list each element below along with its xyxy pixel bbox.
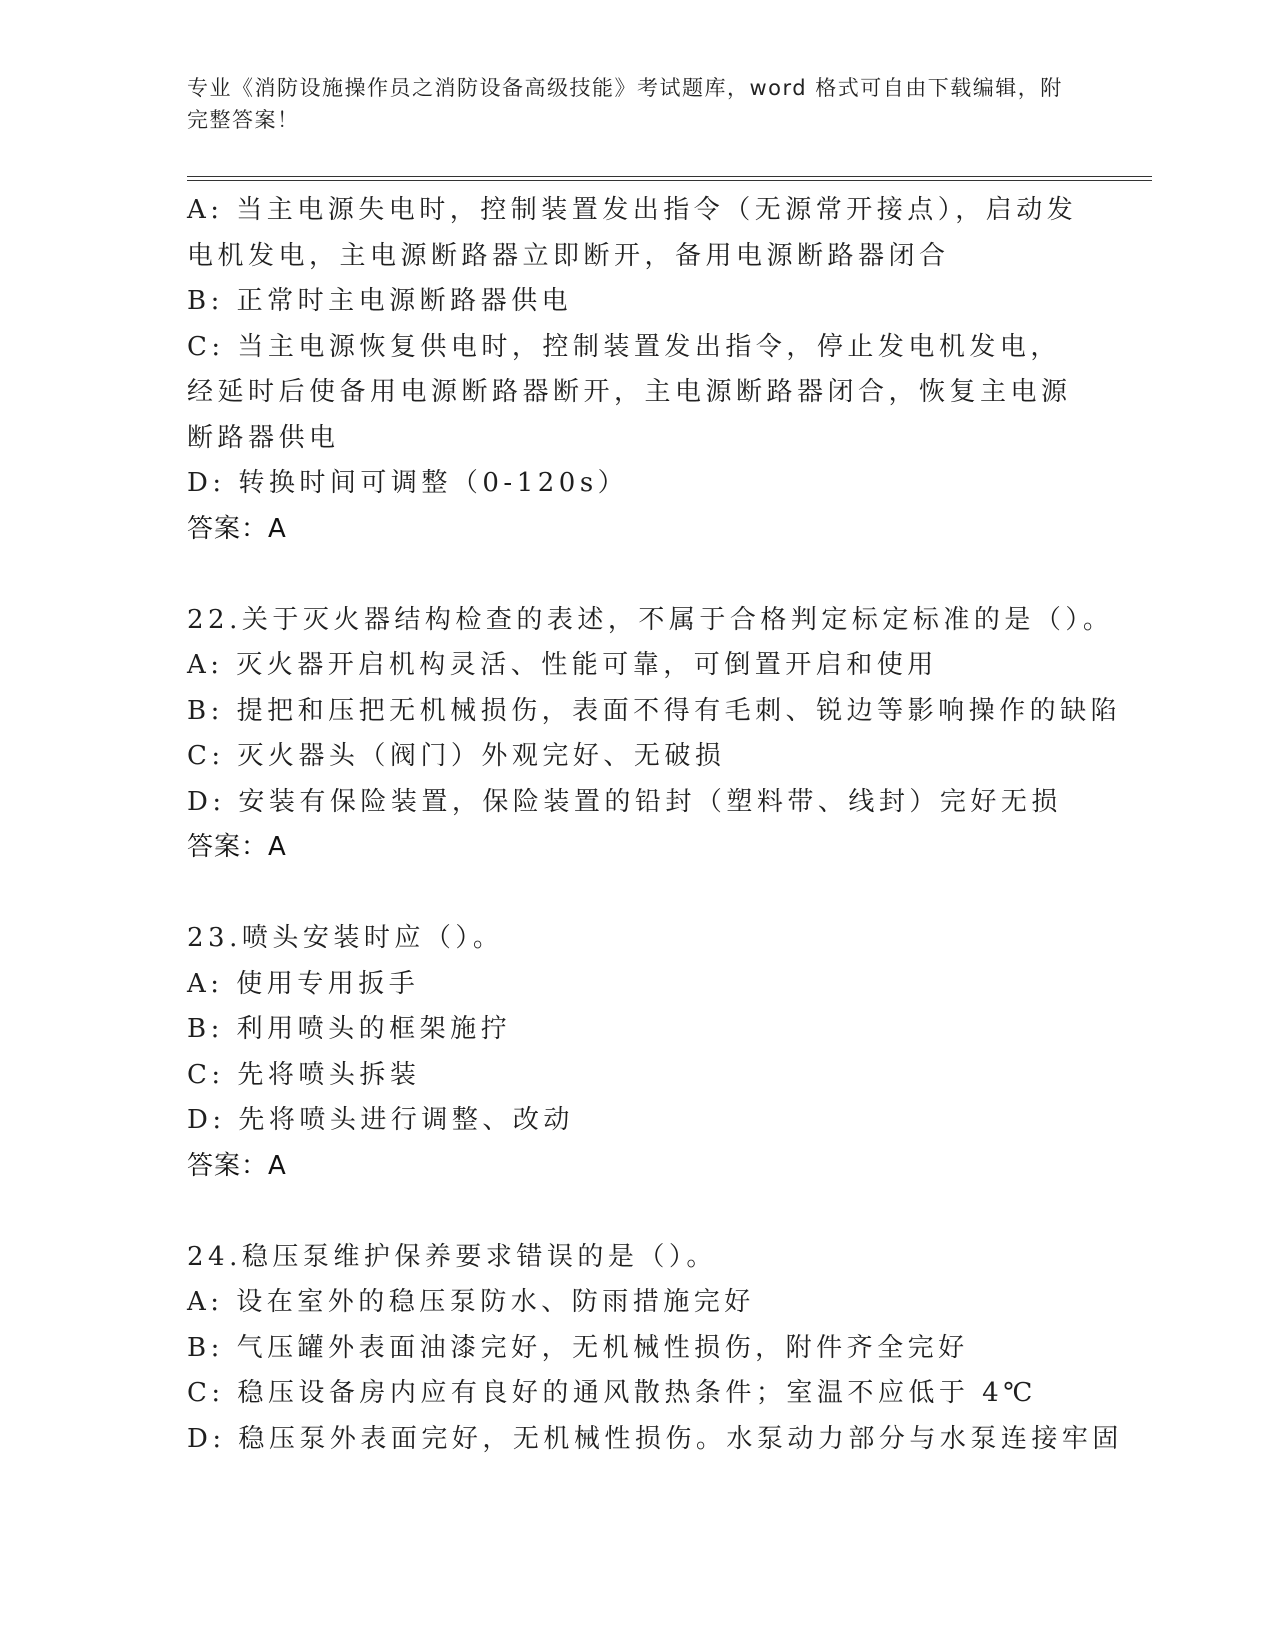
question-21 [187, 188, 1087, 552]
option-b: B: 正常时主电源断路器供电 [187, 286, 573, 316]
option-a: A: 使用专用扳手 [187, 968, 420, 999]
answer-line: 答案：A [187, 513, 287, 544]
question-list [187, 188, 1123, 1462]
question-stem: 24.稳压泵维护保养要求错误的是（）。 [187, 1241, 717, 1272]
option-b: B: 提把和压把无机械损伤，表面不得有毛刺、锐边等影响操作的缺陷 [187, 695, 1122, 726]
option-a: A: 设在室外的稳压泵防水、防雨措施完好 [187, 1287, 755, 1317]
option-d: D: 安装有保险装置，保险装置的铅封（塑料带、线封）完好无损 [187, 786, 1062, 817]
answer-line: 答案：A [187, 1150, 287, 1181]
question-stem: 22.关于灭火器结构检查的表述，不属于合格判定标定标准的是（）。 [187, 604, 1114, 635]
option-c: C: 灭火器头（阀门）外观完好、无破损 [187, 741, 726, 771]
option-d: D: 稳压泵外表面完好，无机械性损伤。水泵动力部分与水泵连接牢固 [187, 1423, 1123, 1454]
option-b: B: 气压罐外表面油漆完好，无机械性损伤，附件齐全完好 [187, 1332, 969, 1363]
spacer [187, 1189, 1087, 1235]
option-a: A: 当主电源失电时，控制装置发出指令（无源常开接点），启动发电机发电，主电源断路器立即断开，备用电源断路器闭合 [187, 195, 1078, 271]
option-d: D: 转换时间可调整（0-120s） [187, 468, 629, 498]
question-22 [187, 598, 1122, 871]
document-header: 专业《消防设施操作员之消防设备高级技能》考试题库，word 格式可自由下载编辑，附完整答案！ [187, 76, 1063, 132]
spacer [187, 552, 1087, 598]
option-c: C: 稳压设备房内应有良好的通风散热条件；室温不应低于 4℃ [187, 1378, 1037, 1408]
answer-line: 答案：A [187, 832, 287, 862]
question-stem: 23.喷头安装时应（）。 [187, 923, 504, 953]
header-divider [187, 176, 1152, 181]
question-23 [187, 916, 1087, 1189]
option-d: D: 先将喷头进行调整、改动 [187, 1105, 574, 1135]
spacer [187, 871, 1087, 917]
option-c: C: 当主电源恢复供电时，控制装置发出指令，停止发电机发电，经延时后使备用电源断路器断开，主电源断路器闭合，恢复主电源断路器供电 [187, 331, 1072, 453]
option-c: C: 先将喷头拆装 [187, 1059, 421, 1090]
option-b: B: 利用喷头的框架施拧 [187, 1014, 512, 1044]
question-24 [187, 1235, 1123, 1463]
option-a: A: 灭火器开启机构灵活、性能可靠，可倒置开启和使用 [187, 650, 938, 680]
